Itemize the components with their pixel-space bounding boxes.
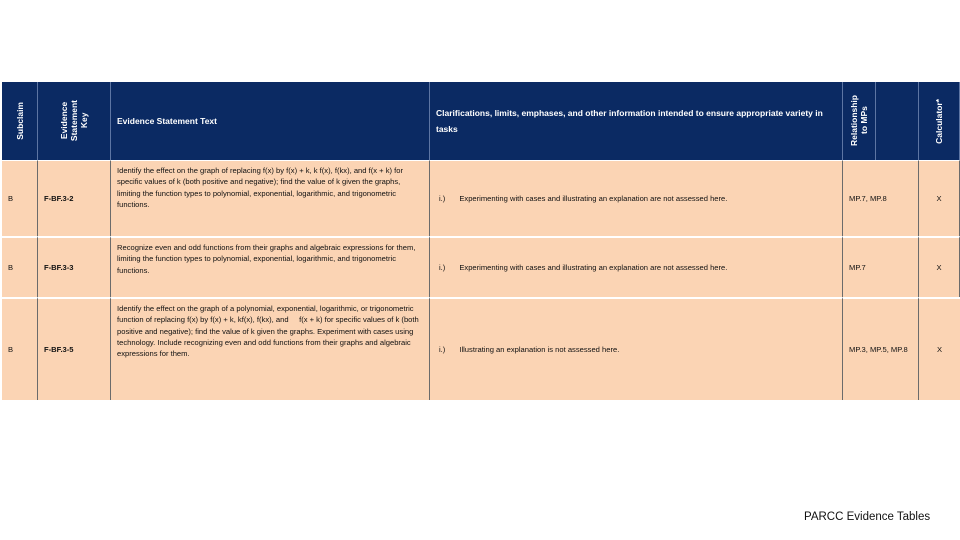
row-3-clar-num: i.) bbox=[439, 345, 446, 354]
row-1-calculator: X bbox=[919, 160, 960, 236]
row-2-key: F-BF.3-3 bbox=[38, 236, 111, 297]
header-calculator-label: Calculator* bbox=[934, 98, 944, 144]
row-2-calculator: X bbox=[919, 236, 960, 297]
header-calculator bbox=[919, 82, 960, 160]
row-3-key: F-BF.3-5 bbox=[38, 297, 111, 400]
header-evidence-key-label: Evidence Statement Key bbox=[59, 100, 89, 142]
row-1-text-value: Identify the effect on the graph of replacing f(x) by f(x) + k, k f(x), f(kx), and f(x + k) for specific values of k (both positive and negative); find the value of k given the graphs, limiting the function types to polynomial, exponential, logarithmic, and trigonometric functions. bbox=[117, 166, 404, 209]
row-3-mp: MP.3, MP.5, MP.8 bbox=[843, 297, 919, 400]
header-evidence-text bbox=[111, 82, 430, 160]
row-1-subclaim: B bbox=[2, 160, 38, 236]
header-evidence-text-label: Evidence Statement Text bbox=[117, 116, 217, 126]
header-spacer bbox=[876, 82, 919, 160]
evidence-table bbox=[2, 82, 960, 400]
footer-label: PARCC Evidence Tables bbox=[804, 511, 931, 523]
header-subclaim bbox=[2, 82, 38, 160]
row-2-clar-num: i.) bbox=[439, 263, 446, 272]
row-3-calculator: X bbox=[919, 297, 960, 400]
row-1-mp: MP.7, MP.8 bbox=[843, 160, 919, 236]
row-2-clarification bbox=[430, 236, 843, 297]
row-2-text bbox=[111, 236, 430, 297]
row-3-clar-text: Illustrating an explanation is not assessed here. bbox=[459, 345, 620, 354]
row-3-text bbox=[111, 297, 430, 400]
row-1-text bbox=[111, 160, 430, 236]
row-2-text-value: Recognize even and odd functions from their graphs and algebraic expressions for them, limiting the function types to polynomial, exponential, logarithmic, and trigonometric functions. bbox=[117, 243, 416, 275]
row-3-clarification bbox=[430, 297, 843, 400]
row-1-clar-num: i.) bbox=[439, 194, 446, 203]
header-relationship-label: Relationship to MPs bbox=[849, 95, 869, 147]
row-2-mp: MP.7 bbox=[843, 236, 919, 297]
row-2-subclaim: B bbox=[2, 236, 38, 297]
row-3-text-value: Identify the effect on the graph of a polynomial, exponential, logarithmic, or trigonometric function of replacing f(x) by f(x) + k, kf(x), f(kx), and f(x + k) for specific values of k (both positive and negative); find the value of k given the graphs. Experiment with cases using technology. Include recognizing even and odd functions from their graphs and algebraic expressions for them. bbox=[117, 304, 421, 359]
header-subclaim-label: Subclaim bbox=[14, 102, 25, 140]
row-1-key: F-BF.3-2 bbox=[38, 160, 111, 236]
header-evidence-key bbox=[38, 82, 111, 160]
header-clarifications bbox=[430, 82, 843, 160]
header-relationship bbox=[843, 82, 876, 160]
row-3-subclaim: B bbox=[2, 297, 38, 400]
row-1-clar-text: Experimenting with cases and illustrating an explanation are not assessed here. bbox=[459, 194, 728, 203]
row-2-clar-text: Experimenting with cases and illustrating an explanation are not assessed here. bbox=[459, 263, 728, 272]
row-1-clarification bbox=[430, 160, 843, 236]
header-clarifications-label: Clarifications, limits, emphases, and other information intended to ensure appropriate variety in tasks bbox=[436, 108, 823, 134]
